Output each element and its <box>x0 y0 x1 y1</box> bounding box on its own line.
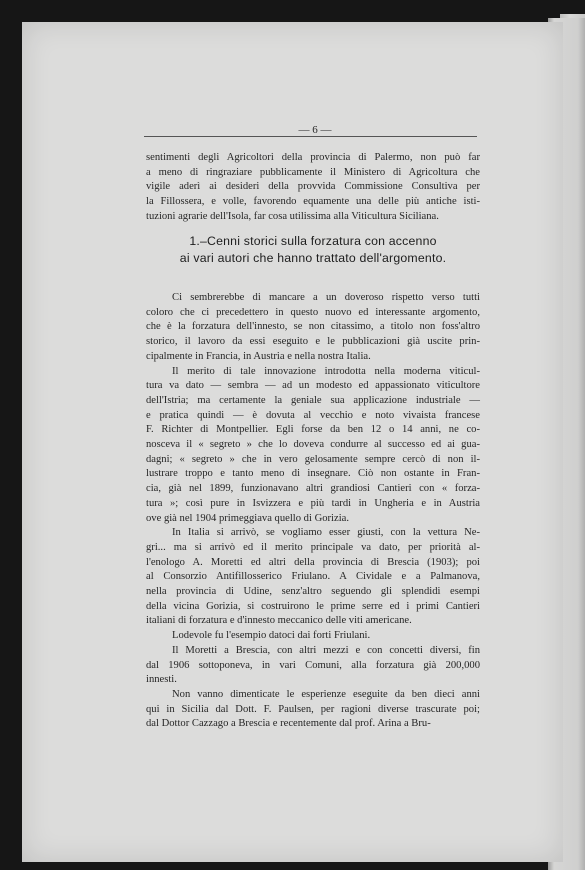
text-line: storico, il lavoro da essi eseguito e le pubblicazioni già uscite prin- <box>146 336 480 348</box>
header-rule <box>144 136 477 137</box>
text-line: della vicina Gorizia, si costruirono le prime serre ed i primi Cantieri <box>146 600 480 612</box>
text-line: dell'Istria; ma certamente la geniale sua applicazione industriale — <box>146 394 480 406</box>
paragraph <box>146 644 480 688</box>
heading-line: 1.–Cenni storici sulla forzatura con accenno <box>189 234 437 248</box>
text-line: al Consorzio Antifillosserico Friulano. A Cividale e a Palmanova, <box>146 571 480 583</box>
paragraph <box>146 291 480 365</box>
text-line: tura va dato — sembra — ad un modesto ed appassionato viticultore <box>146 380 480 392</box>
text-line: coloro che ci precedettero in questo nuovo ed interessante argomento, <box>146 306 480 318</box>
text-line: vigile aderì ai desideri della provvida Commissione Consultiva per <box>146 181 480 193</box>
body-text <box>146 291 480 732</box>
page-number: — 6 — <box>298 124 332 136</box>
text-line: italiani di forzatura e d'innesto meccanico delle viti americane. <box>146 615 412 627</box>
text-line: cia, già nel 1899, funzionavano altri grandiosi Cantieri con « forza- <box>146 483 480 495</box>
text-line: nosceva il « segreto » che lo doveva condurre al successo ed ai gua- <box>146 439 480 451</box>
text-line: tura »; così pure in Isvizzera e più tardi in Ungheria e in Austria <box>146 497 480 509</box>
text-line: dal 1906 sottoponeva, in vari Comuni, alla forzatura già 200,000 <box>146 659 480 671</box>
paragraph <box>146 526 480 629</box>
text-line: nella provincia di Udine, senz'altro seguendo gli splendidi esempi <box>146 586 480 598</box>
text-line: l'enologo A. Moretti ed altri della provincia di Brescia (1903); poi <box>146 556 480 568</box>
text-line: Lodevole fu l'esempio datoci dai forti Friulani. <box>172 630 371 642</box>
paragraph <box>146 365 480 527</box>
text-line: dal Dottor Cazzago a Brescia e recentemente dal prof. Arina a Bru- <box>146 718 431 730</box>
text-line: e pratica quindi — è dovuta al vecchio e noto vivaista francese <box>146 409 480 421</box>
text-line: Ci sembrerebbe di mancare a un doveroso rispetto verso tutti <box>172 292 480 303</box>
text-line: la Fillossera, e volle, favorendo equamente una delle più antiche isti- <box>146 196 480 208</box>
paragraph <box>146 629 480 644</box>
text-line: sentimenti degli Agricoltori della provincia di Palermo, non può far <box>146 152 480 163</box>
text-line: dagni; « segreto » che in vero gelosamente sempre cercò di non il- <box>146 453 480 465</box>
text-line: Il merito di tale innovazione introdotta nella moderna viticul- <box>172 365 480 377</box>
paragraph <box>146 688 480 732</box>
text-line: F. Richter di Montpellier. Egli forse da ben 12 o 14 anni, ne co- <box>146 424 480 436</box>
section-heading <box>146 233 480 267</box>
text-line: In Italia si arrivò, se vogliamo esser giusti, con la vettura Ne- <box>172 527 480 539</box>
intro-paragraph <box>146 151 480 225</box>
heading-line: ai vari autori che hanno trattato dell'argomento. <box>179 251 447 265</box>
text-line: Il Moretti a Brescia, con altri mezzi e con concetti diversi, fin <box>172 644 480 656</box>
text-line: lustrare troppo e tanto meno di insegnare. Ciò non ostante in Fran- <box>146 468 480 480</box>
text-line: innesti. <box>146 674 177 686</box>
text-line: qui in Sicilia dal Dott. F. Paulsen, per ragioni diverse trascurate poi; <box>146 703 480 715</box>
text-line: che è la forzatura dell'innesto, se non citassimo, a titolo non foss'altro <box>146 321 480 333</box>
text-line: tuzioni agrarie dell'Isola, far cosa utilissima alla Viticultura Siciliana. <box>146 210 439 222</box>
text-line: cipalmente in Francia, in Austria e nella nostra Italia. <box>146 350 371 362</box>
text-line: Non vanno dimenticate le esperienze eseguite da ben dieci anni <box>172 688 480 700</box>
text-line: gri... ma si arrivò ed il merito principale va dato, per priorità al- <box>146 541 480 553</box>
text-line: ove già nel 1904 primeggiava quello di Gorizia. <box>146 512 349 524</box>
text-line: a meno di ringraziare pubblicamente il Ministero di Agricoltura che <box>146 166 480 178</box>
